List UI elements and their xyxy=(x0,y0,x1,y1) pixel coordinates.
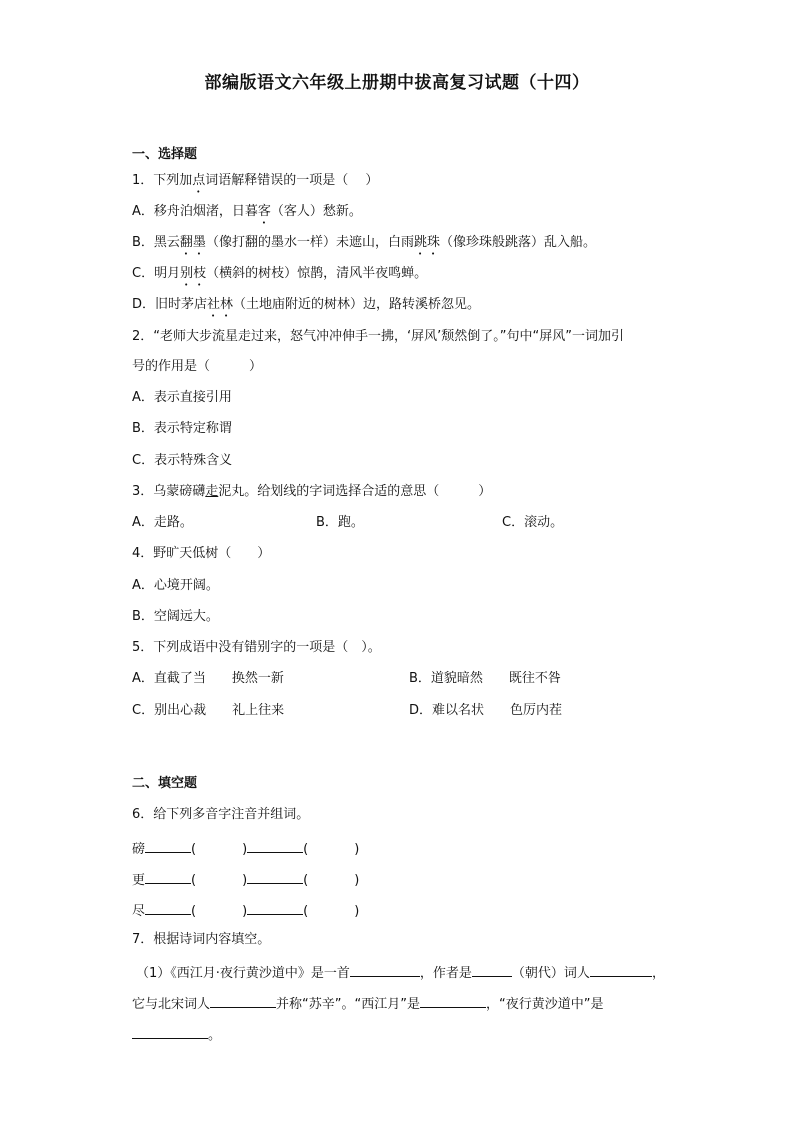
q1-b-dotted-word-1: 翻墨 xyxy=(179,235,206,250)
question-5-stem: 5．下列成语中没有错别字的一项是（ ）。 xyxy=(132,640,381,655)
q1-b-dotted-word-2: 跳珠 xyxy=(413,235,440,250)
q1-b-text: B．黑云 xyxy=(132,235,180,250)
q6-pinyin-blank-4[interactable] xyxy=(247,869,303,884)
question-4-option-b: B．空阔远大。 xyxy=(132,609,219,624)
question-5-option-a: A．直截了当 换然一新 xyxy=(132,671,284,686)
q1-a-text: A．移舟泊烟渚，日暮 xyxy=(132,204,258,219)
q6-row-2: 更 ( ) ( ) xyxy=(132,869,359,890)
q7-blank-1[interactable] xyxy=(350,962,420,977)
q1-a-dotted-word: 客 xyxy=(257,204,271,219)
q7-line-1 xyxy=(136,962,665,983)
q3-underlined-word: 走 xyxy=(205,484,219,499)
question-2-option-b: B．表示特定称谓 xyxy=(132,421,232,436)
q6-char-3: 尽 xyxy=(132,904,146,919)
q7-line-3 xyxy=(132,1024,221,1045)
q7-text-5: 它与北宋词人 xyxy=(132,997,211,1012)
q7-text-2: ，作者是 xyxy=(419,966,472,981)
q6-pinyin-blank-5[interactable] xyxy=(145,900,191,915)
q7-text-8: 。 xyxy=(208,1028,222,1043)
q1-c-text: C．明月 xyxy=(132,266,181,281)
q6-pinyin-blank-1[interactable] xyxy=(145,838,191,853)
q1-stem-dot-word: 点 xyxy=(192,173,206,188)
question-6-stem: 6．给下列多音字注音并组词。 xyxy=(132,807,310,822)
q1-c-text-2: （横斜的树枝）惊鹊，清风半夜鸣蝉。 xyxy=(206,266,428,281)
question-2-stem-line-1: 2．“老师大步流星走过来，怒气冲冲伸手一拂，‘屏风’颓然倒了。”句中“屏风”一词加引 xyxy=(132,329,624,344)
page-title: 部编版语文六年级上册期中拔高复习试题（十四） xyxy=(204,73,590,93)
question-2-stem-line-2: 号的作用是（ ） xyxy=(132,359,263,374)
q6-pinyin-blank-3[interactable] xyxy=(145,869,191,884)
question-2-option-c: C．表示特殊含义 xyxy=(132,453,233,468)
question-5-option-b: B．道貌暗然 既往不咎 xyxy=(409,671,561,686)
q1-d-text: D．旧时茅店 xyxy=(132,297,208,312)
question-1-option-d xyxy=(132,296,480,320)
q1-stem-text-2: 词语解释错误的一项是（ ） xyxy=(205,173,379,188)
question-4-stem: 4．野旷天低树（ ） xyxy=(132,546,271,561)
q7-blank-2[interactable] xyxy=(472,962,512,977)
question-4-option-a: A．心境开阔。 xyxy=(132,578,219,593)
question-2-option-a: A．表示直接引用 xyxy=(132,390,232,405)
q7-blank-3[interactable] xyxy=(590,962,652,977)
q7-text-4: ， xyxy=(651,966,665,981)
q7-blank-6[interactable] xyxy=(132,1024,208,1039)
q3-stem-text: 3．乌蒙磅礴 xyxy=(132,484,206,499)
q6-pinyin-blank-2[interactable] xyxy=(247,838,303,853)
q7-text-7: ，“夜行黄沙道中”是 xyxy=(485,997,604,1012)
q7-text-1: （1）《西江月·夜行黄沙道中》是一首 xyxy=(136,966,350,981)
q1-d-dotted-word: 社林 xyxy=(207,297,234,312)
question-1-stem xyxy=(132,172,378,196)
section-heading-fill: 二、填空题 xyxy=(132,776,198,791)
q6-row-1: 磅 ( ) ( ) xyxy=(132,838,359,859)
q1-b-text-3: （像珍珠般跳落）乱入船。 xyxy=(439,235,596,250)
q7-line-2 xyxy=(132,993,603,1014)
q6-char-1: 磅 xyxy=(132,842,146,857)
question-1-option-c xyxy=(132,265,427,289)
question-3-stem xyxy=(132,483,491,501)
q1-d-text-2: （土地庙附近的树林）边，路转溪桥忽见。 xyxy=(233,297,481,312)
question-7-stem: 7．根据诗词内容填空。 xyxy=(132,932,271,947)
q1-b-text-2: （像打翻的墨水一样）未遮山，白雨 xyxy=(205,235,414,250)
q7-text-3: （朝代）词人 xyxy=(511,966,590,981)
question-1-option-b xyxy=(132,234,596,258)
question-5-option-c: C．别出心裁 礼上往来 xyxy=(132,703,285,718)
question-1-option-a xyxy=(132,203,362,227)
q6-char-2: 更 xyxy=(132,873,146,888)
q7-blank-5[interactable] xyxy=(420,993,486,1008)
question-3-option-a: A．走路。 xyxy=(132,515,193,530)
q6-row-3: 尽 ( ) ( ) xyxy=(132,900,359,921)
q3-stem-text-2: 泥丸。给划线的字词选择合适的意思（ ） xyxy=(218,484,492,499)
q1-stem-text: 1．下列加 xyxy=(132,173,193,188)
question-5-option-d: D．难以名状 色厉内茬 xyxy=(409,703,563,718)
q7-blank-4[interactable] xyxy=(210,993,276,1008)
question-3-option-b: B．跑。 xyxy=(316,515,364,530)
question-3-option-c: C．滚动。 xyxy=(502,515,564,530)
q6-pinyin-blank-6[interactable] xyxy=(247,900,303,915)
q1-a-text-2: （客人）愁新。 xyxy=(270,204,362,219)
q1-c-dotted-word: 别枝 xyxy=(180,266,207,281)
q7-text-6: 并称“苏辛”。“西江月”是 xyxy=(276,997,420,1012)
section-heading-choice: 一、选择题 xyxy=(132,147,198,162)
